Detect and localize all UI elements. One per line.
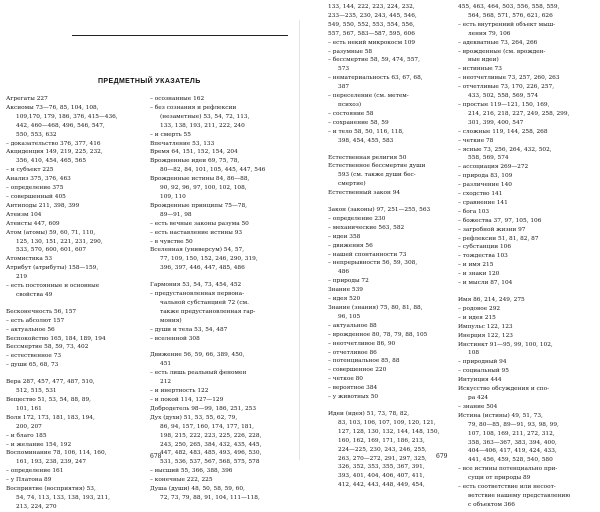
index-entry-continuation: с объектом 366 <box>468 501 515 508</box>
index-entry: – предустановленная первона- <box>150 291 245 298</box>
index-entry: – души 65, 68, 73 <box>6 362 59 369</box>
index-entry: – актуальное 56 <box>6 326 55 333</box>
index-entry: Акциденция 149, 219, 225, 232, <box>6 149 103 156</box>
right-page <box>300 0 600 508</box>
index-entry-continuation: 80—82, 84, 101, 105, 445, 447, 546 <box>160 167 266 174</box>
left-page <box>0 0 300 510</box>
index-entry-continuation: 593 (см. также души бес- <box>338 172 416 179</box>
index-entry: Атеисты 447, 609 <box>6 220 60 227</box>
entry-gap <box>6 300 146 308</box>
index-entry: – врожденное 80, 78, 79, 88, 105 <box>328 331 428 338</box>
index-entry: Время 64, 151, 152, 154, 204 <box>150 149 238 156</box>
left-page-column-2 <box>150 95 296 503</box>
index-entry: – души и тела 53, 54, 487 <box>150 326 228 333</box>
index-entry: – определение 230 <box>328 215 386 222</box>
index-entry-continuation: 133, 138, 193, 211, 222, 240 <box>160 122 245 129</box>
index-entry: – и смерть 55 <box>150 131 191 138</box>
index-entry-continuation: также предустановленная гар- <box>160 308 256 315</box>
index-entry: – божества 37, 97, 105, 106 <box>458 217 542 224</box>
index-entry: Душа (души) 48, 50, 58, 59, 60, <box>150 486 245 493</box>
index-entry: – в чувстве 50 <box>150 238 193 245</box>
index-entry: Гармония 53, 54, 73, 454, 452 <box>150 282 242 289</box>
index-entry-continuation: 79, 80—85, 89—91, 93, 98, 99, <box>468 421 559 428</box>
index-entry: – ассоциация 269—272 <box>458 164 529 171</box>
index-entry: – есть вечные законы разума 50 <box>150 220 249 227</box>
index-entry: – простые 119—121, 150, 169, <box>458 101 550 108</box>
page-number-left: 678 <box>150 453 162 460</box>
index-entry-continuation: 451 <box>160 361 172 368</box>
entry-gap <box>328 402 456 410</box>
index-entry-continuation: 398, 454, 455, 583 <box>338 137 394 144</box>
index-entry: – и покой 114, 127—129 <box>150 397 224 403</box>
index-entry-continuation: 125, 130, 151, 221, 231, 290, <box>16 238 103 245</box>
left-page-column-1 <box>6 95 146 512</box>
index-title: ПРЕДМЕТНЫЙ УКАЗАТЕЛЬ <box>98 78 201 85</box>
index-entry: – и тело 58, 50, 116, 118, <box>328 128 404 135</box>
index-entry-continuation: 512, 515, 531 <box>16 388 57 395</box>
index-entry-continuation: 83, 103, 106, 107, 109, 120, 121, <box>338 419 436 426</box>
index-entry: – актуальное 88 <box>328 322 377 329</box>
index-entry-continuation: 101, 161 <box>16 405 42 412</box>
index-entry: – и идея 215 <box>458 314 496 321</box>
index-entry: Имя 86, 214, 249, 275 <box>458 297 525 303</box>
index-entry-continuation: 301, 399, 400, 547 <box>468 119 524 126</box>
index-entry: – и желание 154, 192 <box>6 441 72 448</box>
index-entry: – природа 83, 109 <box>458 173 513 180</box>
right-page-column-2 <box>458 3 598 510</box>
index-entry: – четкое 80 <box>328 376 363 383</box>
index-entry: – есть постоянные и основные <box>6 283 100 290</box>
index-entry-continuation: 356, 410, 454, 465, 565 <box>16 158 87 165</box>
index-entry: Атеизм 104 <box>6 211 42 218</box>
index-entry: – сравнение 141 <box>458 199 508 206</box>
index-entry: – без сознания и рефлексии <box>150 104 237 111</box>
index-entry: Врожденные истины 84, 86—88, <box>150 176 250 183</box>
index-entry-continuation: 564, 568, 571, 576, 621, 626 <box>468 12 553 19</box>
index-entry: – истинные 73 <box>458 66 502 73</box>
index-entry: – высший 55, 366, 388, 396 <box>150 468 233 475</box>
index-entry: – есть внутренний объект мыш- <box>458 21 556 28</box>
index-entry: Естественная религия 50 <box>328 154 407 161</box>
index-entry: – четкие 78 <box>458 137 494 144</box>
index-entry-continuation: (незаметные) 53, 54, 72, 113, <box>160 113 250 120</box>
index-entry: Атрибут (атрибуты) 158—159, <box>6 265 99 272</box>
index-entry: Вера 287, 457, 477, 487, 510, <box>6 379 95 386</box>
index-entry: 557, 567, 583—587, 595, 606 <box>328 30 415 37</box>
index-entry-continuation: мония) <box>160 317 182 324</box>
index-entry: Вселенная (универсум) 54, 57, <box>150 247 245 254</box>
index-entry: – отчетливые 73, 170, 226, 257, <box>458 84 555 91</box>
index-entry: – нематериальность 63, 67, 68, <box>328 75 423 82</box>
index-entry-continuation: 109, 110 <box>160 193 186 200</box>
index-entry: Инстинкт 91—95, 99, 100, 102, <box>458 341 553 348</box>
entry-gap <box>328 146 456 154</box>
index-entry: – и знаки 120 <box>458 271 500 278</box>
index-entry: – нашей спонтанности 73 <box>328 251 407 258</box>
index-entry-continuation: 219 <box>16 274 28 281</box>
index-entry: – вероятное 384 <box>328 385 378 392</box>
index-entry: Импульс 122, 123 <box>458 323 513 330</box>
entry-gap <box>458 288 598 296</box>
index-entry: Антиподы 211, 398, 399 <box>6 202 80 209</box>
index-entry: – бога 103 <box>458 208 490 215</box>
index-entry: Закон (законы) 97, 251—255, 563 <box>328 207 431 214</box>
index-entry: – загробной жизни 97 <box>458 226 526 233</box>
index-entry: – социальный 95 <box>458 368 509 375</box>
index-entry: – природы 72 <box>328 278 369 285</box>
index-entry-continuation: 72, 73, 79, 88, 91, 104, 111—118, <box>160 494 260 501</box>
index-entry: – тождества 103 <box>458 253 508 260</box>
index-entry: – есть абсолют 157 <box>6 317 65 324</box>
index-entry-continuation: 77, 109, 150, 152, 246, 290, 319, <box>160 256 258 263</box>
entry-gap <box>150 273 296 281</box>
index-entry-continuation: сущи от природы 89 <box>468 475 531 482</box>
index-entry: – механические 563, 582 <box>328 224 405 231</box>
index-entry: – и благо 185 <box>6 432 47 439</box>
index-entry-continuation: психоз) <box>338 101 362 108</box>
index-entry: – сложные 119, 144, 258, 268 <box>458 128 548 135</box>
index-entry-continuation: 213, 224, 270 <box>16 503 57 510</box>
index-entry: – естественное 73 <box>6 353 62 360</box>
index-entry: – бессмертие 58, 59, 474, 557, <box>328 57 420 64</box>
index-entry: – адекватные 73, 264, 266 <box>458 39 538 46</box>
index-entry: 549, 550, 552, 553, 554, 556, <box>328 21 415 28</box>
index-entry: 133, 144, 222, 223, 224, 232, <box>328 4 415 10</box>
index-entry: – знание 504 <box>458 403 498 410</box>
index-entry: Беспокойство 165, 184, 189, 194 <box>6 335 106 342</box>
index-entry: Естественное бессмертие души <box>328 163 426 170</box>
index-entry-continuation: 326, 352, 353, 355, 367, 391, <box>338 464 425 471</box>
index-entry-continuation: 433, 502, 558, 569, 574 <box>468 93 539 100</box>
index-entry-continuation: 160, 162, 169, 171, 186, 213, <box>338 437 425 444</box>
index-entry: Интуиция 444 <box>458 377 502 384</box>
index-entry: Впечатление 53, 133 <box>150 140 215 147</box>
index-entry: Атом (атомы) 59, 60, 71, 110, <box>6 229 96 236</box>
index-entry-continuation: смертие) <box>338 181 366 188</box>
index-entry: – идеи 358 <box>328 233 361 240</box>
index-entry: Врожденные идеи 69, 75, 78, <box>150 158 240 165</box>
index-entry: – и имя 215 <box>458 262 494 269</box>
index-entry-continuation: ные идеи) <box>468 57 499 64</box>
index-entry-continuation: 387 <box>338 84 350 91</box>
index-entry: Истина (истины) 49, 51, 73, <box>458 412 543 419</box>
index-entry-continuation: 161, 193, 238, 239, 247 <box>16 459 87 466</box>
index-entry: – есть наставление истины 93 <box>150 229 243 236</box>
index-entry: – совершенный 405 <box>6 193 66 200</box>
index-entry: – отчетливое 86 <box>328 349 377 356</box>
index-entry: – определение 375 <box>6 185 64 192</box>
entry-gap <box>150 343 296 351</box>
index-entry: Естественный закон 94 <box>328 190 401 197</box>
index-entry-continuation: 447, 482, 483, 485, 493, 496, 530, <box>160 450 262 457</box>
index-entry: – сохранение 58, 59 <box>328 119 389 126</box>
index-entry-continuation: 404—406, 417, 419, 424, 433, <box>468 448 557 455</box>
index-entry: Воспоминание 78, 106, 114, 160, <box>6 450 107 457</box>
index-entry: – различение 140 <box>458 182 512 189</box>
index-entry: – рефлексии 51, 81, 82, 87 <box>458 235 539 242</box>
index-entry: 455, 463, 464, 503, 556, 558, 559, <box>458 4 560 10</box>
index-entry: – есть лишь реальный феномен <box>150 370 247 377</box>
index-entry: – и инертность 122 <box>150 388 209 395</box>
index-entry: – есть соответствие или несоот- <box>458 484 556 491</box>
index-entry: Агрегаты 227 <box>6 96 48 102</box>
index-entry: Восприятие (восприятия) 53, <box>6 486 96 493</box>
index-entry: – родовое 292 <box>458 305 501 312</box>
index-entry-continuation: 396, 397, 446, 447, 485, 486 <box>160 265 245 272</box>
index-entry-continuation: 212 <box>160 379 172 386</box>
index-entry-continuation: свойства 49 <box>16 291 53 298</box>
index-entry-continuation: 90, 92, 96, 97, 100, 102, 108, <box>160 185 247 192</box>
index-entry: – доказательство 376, 377, 416 <box>6 140 101 147</box>
index-entry: Врожденные принципы 75—78, <box>150 202 248 209</box>
index-entry-continuation: ления 79, 106 <box>468 30 511 37</box>
index-entry-continuation: 96, 105 <box>338 313 361 320</box>
index-entry-continuation: 243, 250, 265, 384, 432, 435, 445, <box>160 441 262 448</box>
index-entry: – есть некий микрокосм 109 <box>328 39 416 46</box>
index-entry: – субстанции 106 <box>458 244 512 251</box>
right-page-column-1 <box>328 3 456 490</box>
index-entry-continuation: чальной субстанцией 72 (см. <box>160 299 249 306</box>
index-entry-continuation: 393, 401, 404, 406, 407, 411, <box>338 473 425 480</box>
index-entry: Дух (духи) 51, 53, 55, 62, 79, <box>150 414 238 421</box>
index-entry: – у Платона 89 <box>6 477 52 484</box>
index-entry: Воля 172, 173, 181, 183, 194, <box>6 414 95 421</box>
index-entry-continuation: 412, 442, 443, 448, 449, 454, <box>338 482 425 489</box>
index-entry-continuation: 127, 128, 130, 132, 144, 148, 150, <box>338 428 440 435</box>
index-entry: – неотчетливые 73, 257, 260, 263 <box>458 75 560 82</box>
index-entry: Идеи (идея) 51, 73, 78, 82, <box>328 410 410 417</box>
index-entry: Добродетель 98—99, 186, 251, 253 <box>150 405 257 412</box>
index-entry-continuation: 108 <box>468 350 480 357</box>
index-entry-continuation: 107, 108, 169, 211, 272, 312, <box>468 430 555 437</box>
index-entry: – непрерывности 56, 59, 308, <box>328 260 418 267</box>
index-entry: Бесконечность 56, 157 <box>6 308 77 315</box>
index-entry-continuation: 533, 570, 600, 601, 607 <box>16 247 87 254</box>
index-entry-continuation: 442, 460—468, 496, 546, 547, <box>16 122 105 129</box>
index-entry-continuation: 54, 74, 113, 133, 138, 193, 211, <box>16 494 111 501</box>
index-entry: – движения 56 <box>328 242 373 249</box>
index-entry-continuation: 214, 216, 218, 227, 249, 258, 299, <box>468 110 570 117</box>
index-entry-continuation: ра 424 <box>468 394 489 401</box>
top-rule <box>72 35 288 36</box>
index-entry: Аксиомы 73—76, 85, 104, 108, <box>6 104 99 111</box>
index-entry: – и субъект 225 <box>6 167 54 174</box>
index-entry-continuation: ветствие нашему представлению <box>468 492 571 499</box>
index-entry-continuation: 86, 94, 157, 160, 174, 177, 181, <box>160 423 255 430</box>
index-entry: – идея 520 <box>328 296 361 303</box>
index-entry-continuation: 531, 536, 537, 567, 568, 575, 578 <box>160 459 260 466</box>
index-entry: – потенциальное 85, 88 <box>328 358 400 365</box>
index-entry: – природный 94 <box>458 359 507 366</box>
index-entry-continuation: 198, 215, 222, 223, 225, 226, 228, <box>160 432 262 439</box>
index-entry-continuation: 263, 270—272, 291, 297, 325, <box>338 455 427 462</box>
index-entry-continuation: 550, 553, 632 <box>16 131 57 138</box>
index-entry: – и мысли 87, 104 <box>458 280 513 287</box>
index-entry: – у животных 50 <box>328 394 379 401</box>
index-entry: – ясные 73, 256, 264, 432, 502, <box>458 146 552 153</box>
index-entry: – конечные 222, 225 <box>150 477 213 484</box>
index-entry: – осознанные 162 <box>150 96 205 102</box>
index-entry: – состояние 58 <box>328 110 374 117</box>
index-entry: Бессмертие 58, 59, 73, 402 <box>6 344 89 351</box>
index-entry: Знание 539 <box>328 287 363 294</box>
index-entry: – определение 161 <box>6 468 64 475</box>
index-entry: – сходство 141 <box>458 191 503 198</box>
index-entry: – все истины потенциально при- <box>458 466 558 473</box>
page-number-right: 679 <box>436 453 448 460</box>
index-entry: Инерция 122, 123 <box>458 332 513 339</box>
index-entry: – совершенное 220 <box>328 367 387 374</box>
index-entry: – вселенной 308 <box>150 335 200 342</box>
index-entry: – переселение (см. метем- <box>328 93 409 100</box>
index-entry-continuation: 558, 569, 574 <box>468 155 509 162</box>
index-entry: Вещество 51, 53, 54, 88, 89, <box>6 397 92 403</box>
index-entry: Движение 56, 59, 66, 389, 450, <box>150 352 245 359</box>
index-entry-continuation: 109,170, 179, 186, 376, 415—436, <box>16 113 118 120</box>
index-entry: Анализ 375, 376, 463 <box>6 176 71 183</box>
index-entry-continuation: 441, 456, 459, 528, 540, 580 <box>468 457 553 464</box>
index-entry: Атомистика 53 <box>6 256 53 263</box>
entry-gap <box>6 370 146 378</box>
index-entry: 233—235, 230, 243, 445, 546, <box>328 12 417 19</box>
index-entry-continuation: 224—225, 230, 243, 246, 255, <box>338 446 427 453</box>
entry-gap <box>328 198 456 206</box>
index-entry-continuation: 486 <box>338 269 350 276</box>
index-entry-continuation: 200, 207 <box>16 423 42 430</box>
index-entry-continuation: 358, 363—367, 383, 394, 400, <box>468 439 557 446</box>
index-entry: Знание (знания) 75, 80, 81, 88, <box>328 305 423 311</box>
index-entry: – разумные 58 <box>328 48 373 55</box>
index-entry: – неотчетливое 86, 90 <box>328 340 396 347</box>
index-entry-continuation: 89—91, 98 <box>160 211 192 218</box>
index-entry: Искусство обсуждения и спо- <box>458 386 550 393</box>
index-entry-continuation: 573 <box>338 66 350 73</box>
index-entry: – врожденные (см. врожден- <box>458 48 546 55</box>
